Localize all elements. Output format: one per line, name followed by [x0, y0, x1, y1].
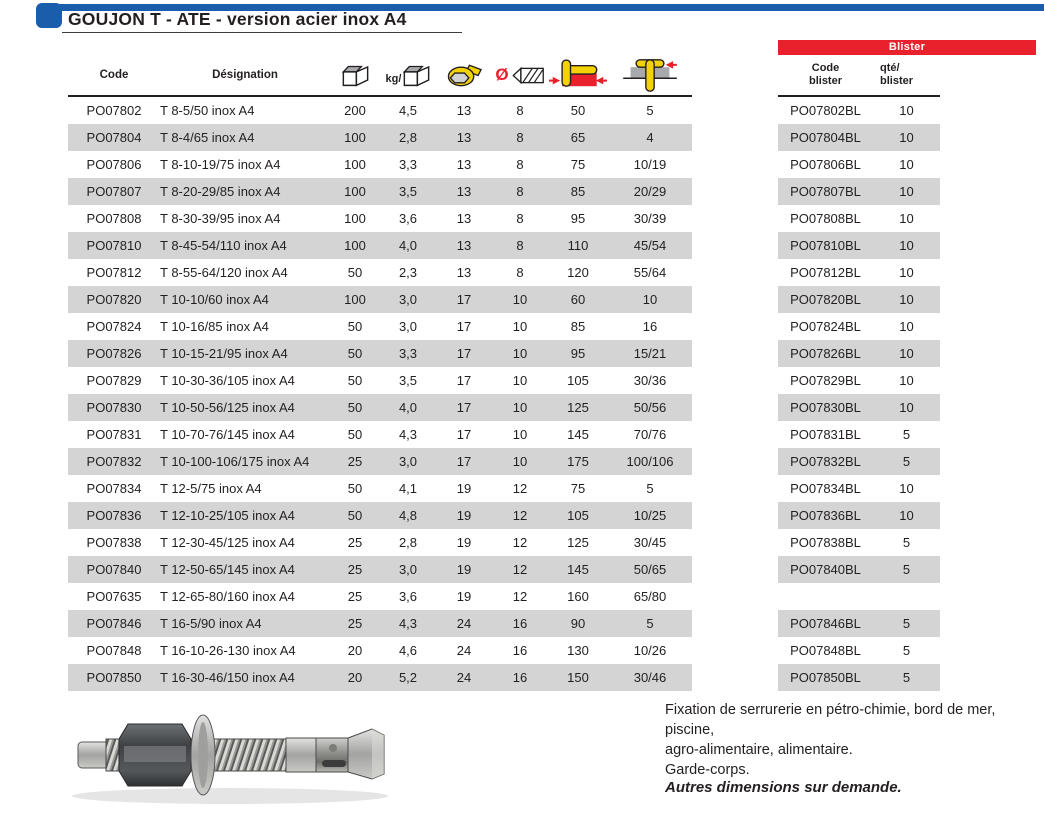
cell-drill-diameter: 8 [516, 103, 524, 118]
cell-code: PO07850 [86, 670, 142, 685]
product-table-body [68, 97, 692, 691]
drill-bit-icon [512, 66, 545, 85]
cell-qty-per-box: 100 [344, 211, 366, 226]
product-table-header [68, 55, 692, 97]
product-table [68, 55, 692, 691]
cell-qty-per-box: 50 [347, 427, 363, 442]
cell-fixture-range: 30/36 [633, 373, 667, 388]
cell-code: PO07806 [86, 157, 142, 172]
cell-drill-diameter: 12 [512, 481, 528, 496]
cell-qty-per-box: 50 [347, 400, 363, 415]
cell-drill-diameter: 12 [512, 562, 528, 577]
cell-fixture-range: 10/25 [633, 508, 667, 523]
product-photo [40, 694, 400, 814]
cell-wrench-size: 24 [456, 616, 472, 631]
cell-blister-code: PO07850BL [790, 670, 861, 685]
table-row [68, 259, 692, 286]
cell-drill-diameter: 10 [512, 400, 528, 415]
cell-blister-qty: 10 [899, 103, 914, 118]
cell-blister-qty: 10 [899, 184, 914, 199]
cell-drill-diameter: 12 [512, 508, 528, 523]
cell-qty-per-box: 25 [347, 454, 363, 469]
cell-blister-code: PO07836BL [790, 508, 861, 523]
cell-kg-per-box: 4,3 [398, 616, 418, 631]
cell-designation: T 8-45-54/110 inox A4 [160, 238, 287, 253]
cell-qty-per-box: 200 [344, 103, 366, 118]
cell-designation: T 10-30-36/105 inox A4 [160, 373, 295, 388]
table-row [68, 529, 692, 556]
cell-code: PO07836 [86, 508, 142, 523]
cell-blister-qty: 10 [899, 265, 914, 280]
blister-row [778, 232, 940, 259]
cell-wrench-size: 17 [456, 346, 472, 361]
cell-drill-diameter: 12 [512, 589, 528, 604]
title-underline [62, 32, 462, 34]
cell-anchor-length: 60 [570, 292, 586, 307]
column-header-drill-diameter [492, 65, 548, 85]
cell-wrench-size: 13 [456, 103, 472, 118]
cell-qty-per-box: 100 [344, 130, 366, 145]
cell-wrench-size: 17 [456, 400, 472, 415]
cell-blister-qty: 5 [902, 535, 911, 550]
cell-code: PO07808 [86, 211, 142, 226]
cell-kg-per-box: 3,3 [398, 346, 418, 361]
cell-wrench-size: 17 [456, 427, 472, 442]
cell-kg-per-box: 4,3 [398, 427, 418, 442]
cell-anchor-length: 90 [570, 616, 586, 631]
cell-qty-per-box: 25 [347, 616, 363, 631]
cell-code: PO07834 [86, 481, 142, 496]
cell-drill-diameter: 8 [516, 265, 524, 280]
cell-qty-per-box: 20 [347, 643, 363, 658]
cell-code: PO07829 [86, 373, 142, 388]
cell-designation: T 16-5/90 inox A4 [160, 616, 262, 631]
cell-blister-code: PO07804BL [790, 130, 861, 145]
cell-designation: T 8-4/65 inox A4 [160, 130, 255, 145]
cell-fixture-range: 30/39 [633, 211, 667, 226]
cell-qty-per-box: 50 [347, 346, 363, 361]
cell-blister-code: PO07810BL [790, 238, 861, 253]
table-row [68, 475, 692, 502]
cell-wrench-size: 13 [456, 157, 472, 172]
cell-blister-code: PO07846BL [790, 616, 861, 631]
table-row [68, 394, 692, 421]
table-row [68, 610, 692, 637]
cell-wrench-size: 17 [456, 454, 472, 469]
fixture-thickness-icon [623, 57, 677, 94]
cell-kg-per-box: 2,8 [398, 535, 418, 550]
cell-drill-diameter: 16 [512, 670, 528, 685]
cell-fixture-range: 5 [646, 103, 654, 118]
carton-box-icon [342, 64, 369, 87]
cell-blister-qty: 5 [902, 562, 911, 577]
cell-qty-per-box: 100 [344, 157, 366, 172]
cell-blister-code: PO07812BL [790, 265, 861, 280]
cell-anchor-length: 130 [567, 643, 589, 658]
cell-blister-qty: 10 [899, 319, 914, 334]
cell-kg-per-box: 4,6 [398, 643, 418, 658]
cell-drill-diameter: 8 [516, 211, 524, 226]
cell-fixture-range: 100/106 [626, 454, 674, 469]
column-header-anchor-length [548, 58, 608, 92]
table-row [68, 205, 692, 232]
blister-band: Blister [778, 40, 1036, 55]
cell-code: PO07832 [86, 454, 142, 469]
anchor-total-length-icon [549, 58, 607, 92]
cell-fixture-range: 30/45 [633, 535, 667, 550]
cell-designation: T 10-100-106/175 inox A4 [160, 454, 310, 469]
cell-blister-code: PO07808BL [790, 211, 861, 226]
cell-blister-qty: 10 [899, 211, 914, 226]
cell-anchor-length: 95 [570, 346, 586, 361]
cell-fixture-range: 50/56 [633, 400, 667, 415]
cell-blister-qty: 5 [902, 643, 911, 658]
cell-anchor-length: 120 [567, 265, 589, 280]
cell-drill-diameter: 8 [516, 157, 524, 172]
column-header-kg-per-box [380, 64, 436, 87]
cell-designation: T 8-20-29/85 inox A4 [160, 184, 281, 199]
blister-row [778, 583, 940, 610]
cell-anchor-length: 160 [567, 589, 589, 604]
cell-designation: T 12-10-25/105 inox A4 [160, 508, 295, 523]
cell-anchor-length: 65 [570, 130, 586, 145]
column-header-code-blister: Code blister [808, 62, 842, 87]
table-row [68, 502, 692, 529]
cell-fixture-range: 4 [646, 130, 654, 145]
blister-row [778, 313, 940, 340]
cell-code: PO07820 [86, 292, 142, 307]
cell-blister-qty: 10 [899, 157, 914, 172]
cell-designation: T 12-65-80/160 inox A4 [160, 589, 295, 604]
cell-anchor-length: 50 [570, 103, 586, 118]
cell-code: PO07846 [86, 616, 142, 631]
cell-anchor-length: 75 [570, 481, 586, 496]
cell-blister-code: PO07832BL [790, 454, 861, 469]
page-title: GOUJON T - ATE - version acier inox A4 [68, 9, 407, 29]
cell-blister-code: PO07824BL [790, 319, 861, 334]
cell-fixture-range: 10/19 [633, 157, 667, 172]
cell-designation: T 8-10-19/75 inox A4 [160, 157, 281, 172]
cell-kg-per-box: 4,5 [398, 103, 418, 118]
cell-qty-per-box: 100 [344, 292, 366, 307]
cell-wrench-size: 13 [456, 184, 472, 199]
blister-row [778, 97, 940, 124]
diameter-symbol: Ø [495, 65, 509, 84]
cell-kg-per-box: 4,1 [398, 481, 418, 496]
cell-kg-per-box: 3,5 [398, 373, 418, 388]
cell-blister-code: PO07806BL [790, 157, 861, 172]
cell-fixture-range: 20/29 [633, 184, 667, 199]
cell-kg-per-box: 3,0 [398, 454, 418, 469]
cell-fixture-range: 70/76 [633, 427, 667, 442]
cell-kg-per-box: 3,0 [398, 292, 418, 307]
blister-row [778, 529, 940, 556]
cell-blister-code: PO07830BL [790, 400, 861, 415]
cell-qty-per-box: 25 [347, 589, 363, 604]
cell-fixture-range: 45/54 [633, 238, 667, 253]
blister-row [778, 178, 940, 205]
cell-designation: T 12-30-45/125 inox A4 [160, 535, 295, 550]
cell-kg-per-box: 5,2 [398, 670, 418, 685]
cell-anchor-length: 125 [567, 400, 589, 415]
cell-wrench-size: 13 [456, 130, 472, 145]
cell-qty-per-box: 25 [347, 562, 363, 577]
cell-code: PO07826 [86, 346, 142, 361]
blister-row [778, 259, 940, 286]
cell-code: PO07807 [86, 184, 142, 199]
blister-row [778, 286, 940, 313]
cell-blister-code: PO07834BL [790, 481, 861, 496]
blister-row [778, 664, 940, 691]
blister-table-body [778, 97, 1036, 691]
cell-wrench-size: 17 [456, 373, 472, 388]
cell-drill-diameter: 16 [512, 616, 528, 631]
table-row [68, 448, 692, 475]
cell-drill-diameter: 10 [512, 292, 528, 307]
cell-kg-per-box: 4,0 [398, 238, 418, 253]
cell-qty-per-box: 50 [347, 265, 363, 280]
cell-kg-per-box: 3,5 [398, 184, 418, 199]
cell-anchor-length: 110 [567, 238, 589, 253]
application-description [665, 700, 1040, 780]
cell-drill-diameter: 10 [512, 319, 528, 334]
cell-fixture-range: 55/64 [633, 265, 667, 280]
cell-blister-qty: 5 [902, 427, 911, 442]
cell-kg-per-box: 3,6 [398, 589, 418, 604]
table-row [68, 664, 692, 691]
blister-table [778, 40, 1036, 691]
cell-fixture-range: 16 [642, 319, 658, 334]
cell-anchor-length: 125 [567, 535, 589, 550]
cell-designation: T 8-5/50 inox A4 [160, 103, 255, 118]
cell-kg-per-box: 2,8 [398, 130, 418, 145]
cell-anchor-length: 85 [570, 319, 586, 334]
cell-kg-per-box: 4,0 [398, 400, 418, 415]
cell-anchor-length: 105 [567, 508, 589, 523]
cell-code: PO07812 [86, 265, 142, 280]
kg-label: kg/ [385, 72, 402, 85]
cell-drill-diameter: 8 [516, 238, 524, 253]
cell-drill-diameter: 8 [516, 184, 524, 199]
cell-wrench-size: 19 [456, 508, 472, 523]
cell-fixture-range: 30/46 [633, 670, 667, 685]
cell-blister-code: PO07840BL [790, 562, 861, 577]
cell-qty-per-box: 50 [347, 481, 363, 496]
blister-row [778, 151, 940, 178]
table-row [68, 556, 692, 583]
cell-qty-per-box: 25 [347, 535, 363, 550]
cell-code: PO07831 [86, 427, 142, 442]
table-row [68, 232, 692, 259]
table-row [68, 124, 692, 151]
cell-qty-per-box: 50 [347, 319, 363, 334]
cell-wrench-size: 24 [456, 670, 472, 685]
cell-anchor-length: 75 [570, 157, 586, 172]
blister-row [778, 367, 940, 394]
cell-wrench-size: 19 [456, 589, 472, 604]
wrench-on-nut-icon [447, 62, 482, 89]
cell-fixture-range: 10 [642, 292, 658, 307]
blister-row [778, 475, 940, 502]
cell-anchor-length: 85 [570, 184, 586, 199]
other-dimensions-note: Autres dimensions sur demande. [665, 779, 902, 796]
cell-designation: T 10-16/85 inox A4 [160, 319, 269, 334]
cell-blister-code: PO07831BL [790, 427, 861, 442]
table-row [68, 313, 692, 340]
cell-kg-per-box: 3,3 [398, 157, 418, 172]
cell-blister-qty: 10 [899, 238, 914, 253]
brand-square-icon [36, 3, 62, 28]
column-header-qty-per-box [330, 64, 380, 87]
blister-table-header [778, 55, 940, 97]
cell-blister-code: PO07838BL [790, 535, 861, 550]
cell-blister-qty: 10 [899, 508, 914, 523]
table-row [68, 286, 692, 313]
cell-drill-diameter: 8 [516, 130, 524, 145]
cell-designation: T 8-30-39/95 inox A4 [160, 211, 281, 226]
description-line: Garde-corps. [665, 762, 750, 778]
cell-drill-diameter: 10 [512, 346, 528, 361]
cell-wrench-size: 19 [456, 535, 472, 550]
blister-row [778, 421, 940, 448]
cell-qty-per-box: 100 [344, 184, 366, 199]
cell-blister-code: PO07826BL [790, 346, 861, 361]
cell-designation: T 10-15-21/95 inox A4 [160, 346, 288, 361]
cell-blister-qty: 5 [902, 616, 911, 631]
cell-code: PO07810 [86, 238, 142, 253]
table-row [68, 178, 692, 205]
wedge-anchor-photo [40, 694, 400, 814]
cell-blister-qty: 10 [899, 373, 914, 388]
cell-blister-qty: 10 [899, 481, 914, 496]
cell-anchor-length: 175 [567, 454, 589, 469]
cell-code: PO07802 [86, 103, 142, 118]
cell-kg-per-box: 3,0 [398, 562, 418, 577]
cell-fixture-range: 5 [646, 481, 654, 496]
blister-row [778, 610, 940, 637]
cell-kg-per-box: 3,0 [398, 319, 418, 334]
cell-fixture-range: 5 [646, 616, 654, 631]
cell-wrench-size: 17 [456, 292, 472, 307]
cell-code: PO07838 [86, 535, 142, 550]
column-header-designation: Désignation [212, 69, 278, 81]
cell-anchor-length: 145 [567, 427, 589, 442]
cell-blister-qty: 10 [899, 292, 914, 307]
cell-wrench-size: 24 [456, 643, 472, 658]
cell-blister-qty: 5 [902, 670, 911, 685]
cell-blister-qty: 5 [902, 454, 911, 469]
blister-row [778, 205, 940, 232]
cell-anchor-length: 145 [567, 562, 589, 577]
cell-designation: T 16-30-46/150 inox A4 [160, 670, 295, 685]
table-row [68, 340, 692, 367]
cell-blister-code: PO07829BL [790, 373, 861, 388]
cell-drill-diameter: 10 [512, 427, 528, 442]
cell-blister-qty: 10 [899, 346, 914, 361]
cell-code: PO07635 [86, 589, 142, 604]
cell-drill-diameter: 10 [512, 454, 528, 469]
blister-row [778, 502, 940, 529]
cell-blister-qty: 10 [899, 400, 914, 415]
cell-wrench-size: 17 [456, 319, 472, 334]
cell-anchor-length: 95 [570, 211, 586, 226]
cell-designation: T 10-50-56/125 inox A4 [160, 400, 295, 415]
cell-code: PO07804 [86, 130, 142, 145]
cell-designation: T 8-55-64/120 inox A4 [160, 265, 288, 280]
cell-qty-per-box: 50 [347, 373, 363, 388]
cell-code: PO07848 [86, 643, 142, 658]
cell-fixture-range: 65/80 [633, 589, 667, 604]
column-header-fixture-thickness [608, 57, 692, 94]
cell-designation: T 12-5/75 inox A4 [160, 481, 262, 496]
cell-blister-code: PO07807BL [790, 184, 861, 199]
cell-anchor-length: 150 [567, 670, 589, 685]
cell-wrench-size: 13 [456, 238, 472, 253]
cell-qty-per-box: 50 [347, 508, 363, 523]
cell-designation: T 10-70-76/145 inox A4 [160, 427, 295, 442]
blister-row [778, 556, 940, 583]
cell-fixture-range: 15/21 [633, 346, 667, 361]
cell-blister-qty: 10 [899, 130, 914, 145]
carton-box-icon [403, 64, 430, 87]
table-row [68, 151, 692, 178]
column-header-qty-blister: qté/ blister [880, 62, 914, 87]
cell-designation: T 16-10-26-130 inox A4 [160, 643, 296, 658]
blister-row [778, 637, 940, 664]
table-row [68, 367, 692, 394]
cell-designation: T 10-10/60 inox A4 [160, 292, 269, 307]
column-header-code: Code [99, 69, 129, 81]
cell-fixture-range: 10/26 [633, 643, 667, 658]
column-header-wrench-size [436, 62, 492, 89]
cell-kg-per-box: 2,3 [398, 265, 418, 280]
cell-wrench-size: 13 [456, 211, 472, 226]
blister-row [778, 394, 940, 421]
cell-fixture-range: 50/65 [633, 562, 667, 577]
blister-row [778, 340, 940, 367]
cell-code: PO07840 [86, 562, 142, 577]
cell-code: PO07824 [86, 319, 142, 334]
cell-qty-per-box: 20 [347, 670, 363, 685]
table-row [68, 637, 692, 664]
cell-qty-per-box: 100 [344, 238, 366, 253]
description-line: Fixation de serrurerie en pétro-chimie, bord de mer, piscine, [665, 702, 996, 738]
description-line: agro-alimentaire, alimentaire. [665, 742, 853, 758]
cell-drill-diameter: 10 [512, 373, 528, 388]
cell-wrench-size: 13 [456, 265, 472, 280]
cell-anchor-length: 105 [567, 373, 589, 388]
cell-wrench-size: 19 [456, 562, 472, 577]
cell-kg-per-box: 4,8 [398, 508, 418, 523]
blister-row [778, 448, 940, 475]
cell-blister-code: PO07802BL [790, 103, 861, 118]
cell-blister-code: PO07848BL [790, 643, 861, 658]
table-row [68, 583, 692, 610]
table-row [68, 97, 692, 124]
cell-code: PO07830 [86, 400, 142, 415]
cell-drill-diameter: 12 [512, 535, 528, 550]
blister-row [778, 124, 940, 151]
cell-designation: T 12-50-65/145 inox A4 [160, 562, 295, 577]
cell-drill-diameter: 16 [512, 643, 528, 658]
cell-wrench-size: 19 [456, 481, 472, 496]
table-row [68, 421, 692, 448]
cell-kg-per-box: 3,6 [398, 211, 418, 226]
cell-blister-code: PO07820BL [790, 292, 861, 307]
